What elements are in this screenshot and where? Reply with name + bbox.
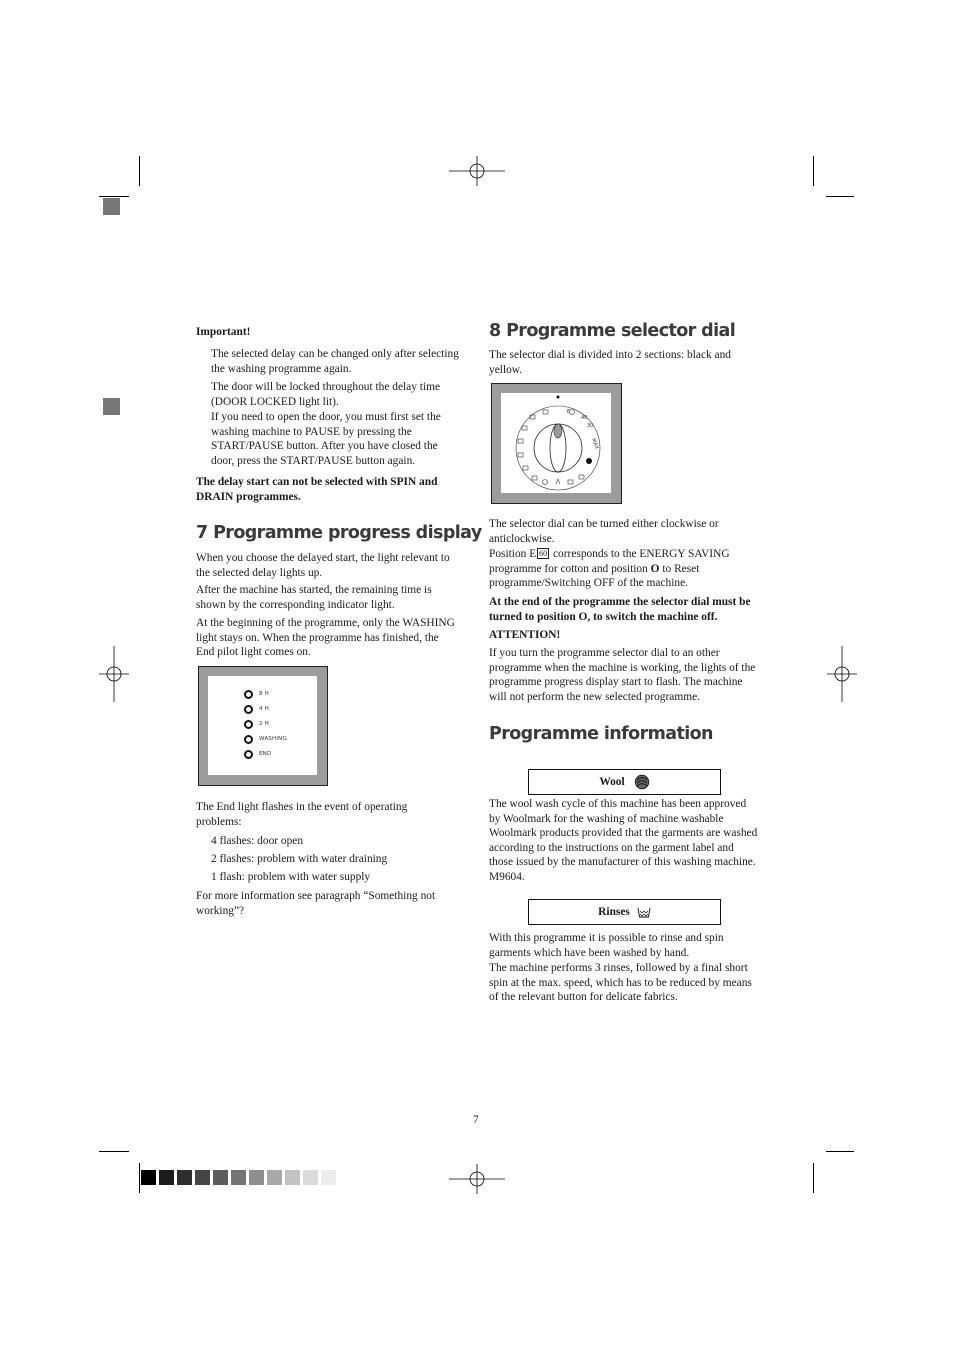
registration-mark-icon <box>449 1164 505 1194</box>
position-text: to Reset programme/Switching OFF of the machine. <box>489 562 700 590</box>
important-paragraph: The selected delay can be changed only after selecting the washing programme again. <box>211 348 459 375</box>
wool-programme-box <box>528 769 721 795</box>
position-text: Position E <box>489 548 537 560</box>
side-tab-marker <box>103 398 120 415</box>
end-of-programme-note: At the end of the programme the selector dial must be turned to position O, to switch the machine off. <box>489 596 751 623</box>
svg-text:40: 40 <box>581 415 588 421</box>
indicator-light-icon <box>244 690 253 699</box>
crop-mark <box>139 1163 140 1193</box>
attention-paragraph: If you turn the programme selector dial to an other programme when the machine is working, the lights of the programme progress display start to flash. The machine will not perform the new selected programme. <box>489 647 756 703</box>
section-7-heading: 7 Programme progress display <box>196 523 482 543</box>
color-swatch <box>213 1170 228 1185</box>
side-tab-marker <box>103 198 120 215</box>
crop-mark <box>139 156 140 186</box>
color-swatch <box>159 1170 174 1185</box>
important-label: Important! <box>196 326 251 338</box>
rinses-paragraph: The machine performs 3 rinses, followed by a final short spin at the max. speed, which has to be reduced by means of the relevant button for delicate fabrics. <box>489 962 752 1004</box>
indicator-light-icon <box>244 750 253 759</box>
flash-item: 2 flashes: problem with water draining <box>211 853 388 865</box>
more-info-paragraph: For more information see paragraph “Something not working”? <box>196 890 436 917</box>
section-8-heading: 8 Programme selector dial <box>489 321 736 341</box>
indicator-label: 4 H <box>259 706 269 712</box>
rinse-tub-icon <box>637 907 651 918</box>
turn-paragraph: The selector dial can be turned either clockwise or anticlockwise. <box>489 518 719 545</box>
crop-mark <box>99 1151 129 1152</box>
energy-saving-60-icon: 60 <box>539 549 548 558</box>
indicator-label: END <box>259 751 272 757</box>
progress-display-illustration <box>198 666 328 786</box>
registration-mark-icon <box>827 646 857 702</box>
color-calibration-bar <box>141 1170 339 1185</box>
svg-text:E: E <box>567 409 571 415</box>
rinses-programme-box <box>528 899 721 925</box>
color-swatch <box>177 1170 192 1185</box>
indicator-light-icon <box>244 705 253 714</box>
important-paragraph: The door will be locked throughout the delay time (DOOR LOCKED light lit). <box>211 381 441 408</box>
indicator-label: 8 H <box>259 691 269 697</box>
page-number: 7 <box>473 1114 479 1126</box>
rinses-label: Rinses <box>598 906 630 918</box>
progress-paragraph: At the beginning of the programme, only the WASHING light stays on. When the programme has finished, the End pilot light comes on. <box>196 617 455 659</box>
flash-item: 1 flash: problem with water supply <box>211 871 371 883</box>
attention-label: ATTENTION! <box>489 629 561 641</box>
important-paragraph: If you need to open the door, you must first set the washing machine to PAUSE by pressing the START/PAUSE button. After you have closed the door, press the START/PAUSE button again. <box>211 411 441 467</box>
crop-mark <box>813 156 814 186</box>
color-swatch <box>267 1170 282 1185</box>
indicator-light-icon <box>244 735 253 744</box>
color-swatch <box>249 1170 264 1185</box>
wool-paragraph: The wool wash cycle of this machine has been approved by Woolmark for the washing of machine washable Woolmark products provided that the garments are washed according to the instructions on the garment label and those issued by the manufacturer of this washing machine. M9604. <box>489 798 758 883</box>
color-swatch <box>231 1170 246 1185</box>
position-o-label: O <box>650 562 660 575</box>
dial-intro: The selector dial is divided into 2 sections: black and yellow. <box>489 349 731 376</box>
end-light-paragraph: The End light flashes in the event of operating problems: <box>196 801 408 828</box>
progress-paragraph: After the machine has started, the remaining time is shown by the corresponding indicator light. <box>196 584 432 611</box>
crop-mark <box>99 196 129 197</box>
wool-label: Wool <box>599 776 625 788</box>
color-swatch <box>195 1170 210 1185</box>
programme-information-heading: Programme information <box>489 724 713 744</box>
woolmark-icon <box>634 774 650 790</box>
indicator-label: 2 H <box>259 721 269 727</box>
dial-max-label: MAX <box>590 437 600 451</box>
color-swatch <box>303 1170 318 1185</box>
color-swatch <box>141 1170 156 1185</box>
crop-mark <box>826 1151 854 1152</box>
crop-mark <box>826 196 854 197</box>
delay-note: The delay start can not be selected with SPIN and DRAIN programmes. <box>196 476 438 503</box>
color-swatch <box>285 1170 300 1185</box>
registration-mark-icon <box>99 646 129 702</box>
crop-mark <box>813 1163 814 1193</box>
color-swatch <box>321 1170 336 1185</box>
svg-text:30: 30 <box>587 423 594 429</box>
registration-mark-icon <box>449 156 505 186</box>
indicator-light-icon <box>244 720 253 729</box>
position-paragraph <box>489 547 757 591</box>
rinses-paragraph: With this programme it is possible to rinse and spin garments which have been washed by hand. <box>489 932 724 959</box>
position-text: corresponds to the ENERGY SAVING programme for cotton and position <box>489 548 730 575</box>
progress-paragraph: When you choose the delayed start, the light relevant to the selected delay lights up. <box>196 552 450 579</box>
flash-item: 4 flashes: door open <box>211 835 304 847</box>
indicator-label: WASHING <box>259 736 287 742</box>
selector-dial-illustration <box>491 383 622 504</box>
selector-dial-icon <box>501 393 611 493</box>
